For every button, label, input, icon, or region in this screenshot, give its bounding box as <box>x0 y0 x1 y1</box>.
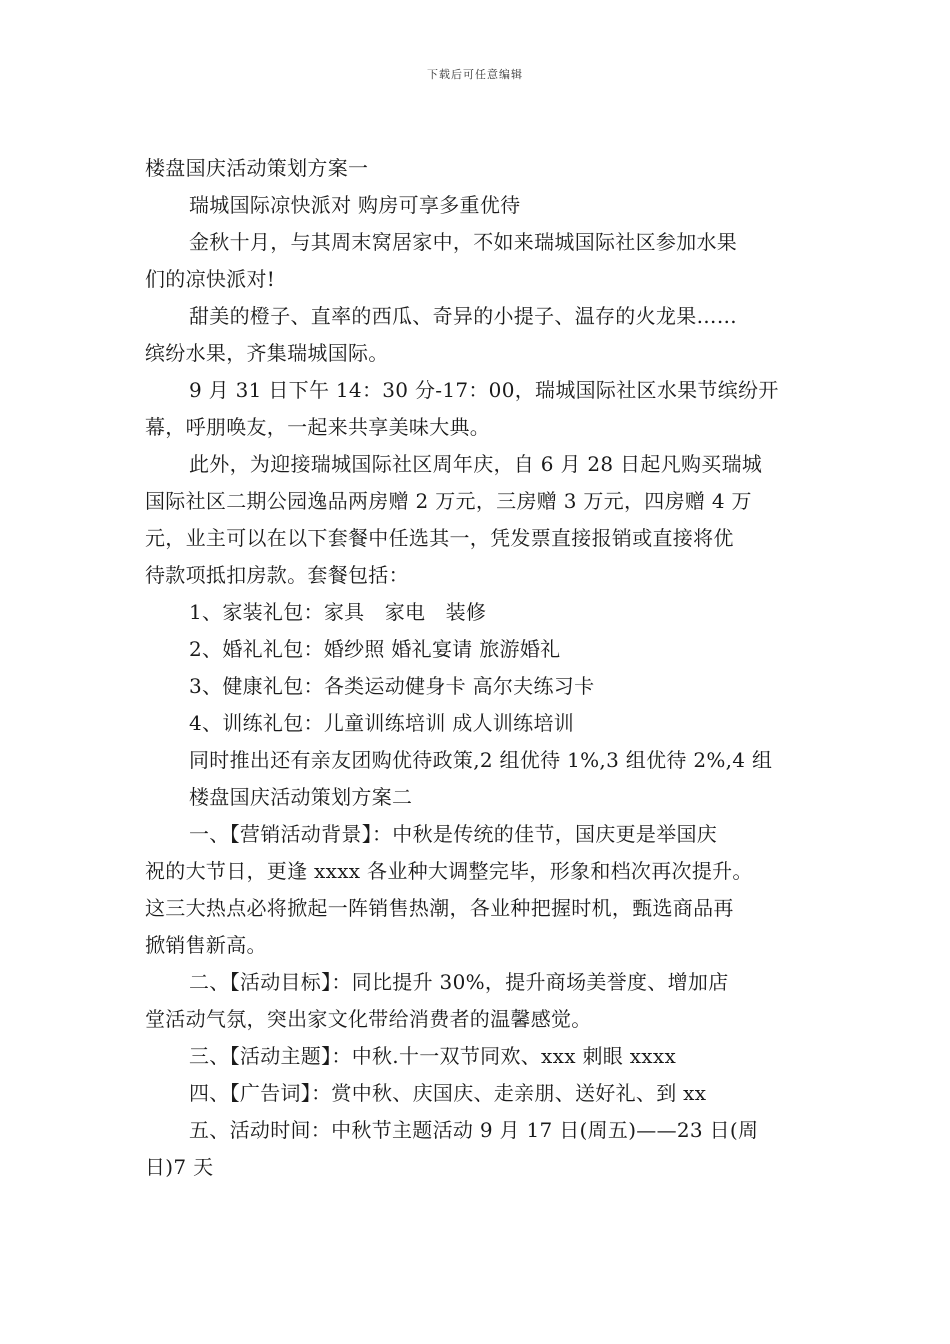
text-line: 同时推出还有亲友团购优待政策,2 组优待 1%,3 组优待 2%,4 组 <box>189 748 773 772</box>
text-line: 堂活动气氛，突出家文化带给消费者的温馨感觉。 <box>145 1007 592 1031</box>
page-header-note: 下载后可任意编辑 <box>427 68 523 81</box>
text-line: 此外，为迎接瑞城国际社区周年庆，自 6 月 28 日起凡购买瑞城 <box>189 452 763 476</box>
text-line: 3、健康礼包：各类运动健身卡 高尔夫练习卡 <box>189 674 595 698</box>
text-line: 瑞城国际凉快派对 购房可享多重优待 <box>189 193 521 217</box>
text-line: 祝的大节日，更逢 xxxx 各业种大调整完毕，形象和档次再次提升。 <box>145 859 753 883</box>
text-line: 缤纷水果，齐集瑞城国际。 <box>145 341 389 365</box>
text-line: 2、婚礼礼包：婚纱照 婚礼宴请 旅游婚礼 <box>189 637 561 661</box>
text-line: 国际社区二期公园逸品两房赠 2 万元，三房赠 3 万元，四房赠 4 万 <box>145 489 752 513</box>
text-line: 日)7 天 <box>145 1155 214 1179</box>
text-line: 四、【广告词】：赏中秋、庆国庆、走亲朋、送好礼、到 xx <box>189 1081 707 1105</box>
text-line: 4、训练礼包：儿童训练培训 成人训练培训 <box>189 711 575 735</box>
text-line: 甜美的橙子、直率的西瓜、奇异的小提子、温存的火龙果…… <box>189 304 738 328</box>
text-line: 楼盘国庆活动策划方案二 <box>189 785 413 809</box>
text-line: 9 月 31 日下午 14：30 分-17：00，瑞城国际社区水果节缤纷开 <box>189 378 779 402</box>
text-line: 一、【营销活动背景】：中秋是传统的佳节，国庆更是举国庆 <box>189 822 718 846</box>
text-line: 楼盘国庆活动策划方案一 <box>145 156 369 180</box>
text-line: 三、【活动主题】：中秋.十一双节同欢、xxx 刺眼 xxxx <box>189 1044 677 1068</box>
text-line: 幕，呼朋唤友，一起来共享美味大典。 <box>145 415 491 439</box>
text-line: 们的凉快派对! <box>145 267 276 291</box>
document-body <box>145 150 810 1186</box>
text-line: 掀销售新高。 <box>145 933 267 957</box>
text-line: 金秋十月，与其周末窝居家中，不如来瑞城国际社区参加水果 <box>189 230 738 254</box>
text-line: 1、家装礼包：家具 家电 装修 <box>189 600 487 624</box>
text-line: 五、活动时间：中秋节主题活动 9 月 17 日(周五)——23 日(周 <box>189 1118 759 1142</box>
text-line: 待款项抵扣房款。套餐包括： <box>145 563 409 587</box>
text-line: 元，业主可以在以下套餐中任选其一，凭发票直接报销或直接将优 <box>145 526 734 550</box>
text-line: 这三大热点必将掀起一阵销售热潮，各业种把握时机，甄选商品再 <box>145 896 734 920</box>
text-line: 二、【活动目标】：同比提升 30%，提升商场美誉度、增加店 <box>189 970 729 994</box>
